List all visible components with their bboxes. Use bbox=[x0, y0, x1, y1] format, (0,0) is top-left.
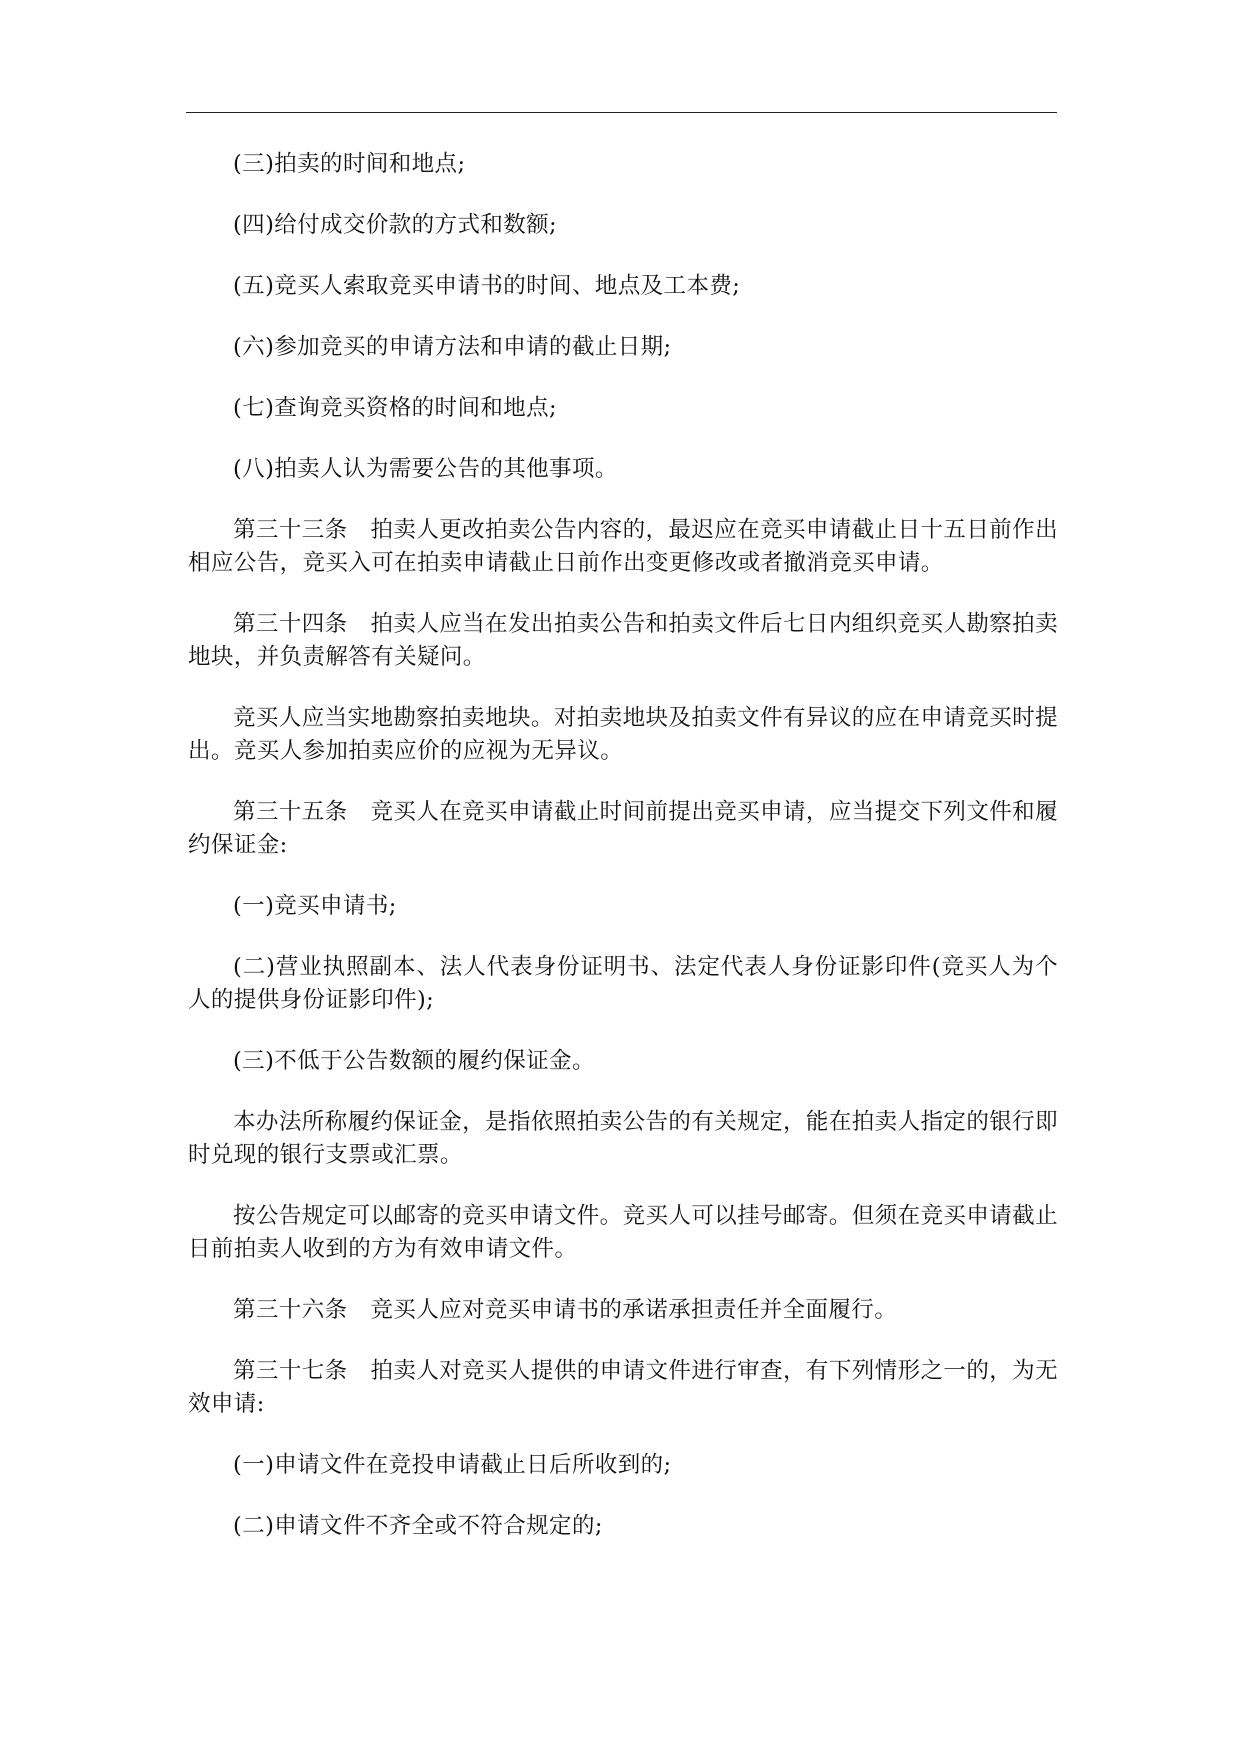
article-35: 第三十五条 竞买人在竞买申请截止时间前提出竞买申请，应当提交下列文件和履约保证金: bbox=[188, 799, 1058, 858]
list-item: (八)拍卖人认为需要公告的其他事项。 bbox=[233, 456, 618, 482]
list-item: (七)查询竞买资格的时间和地点; bbox=[233, 395, 558, 421]
list-item: (五)竞买人索取竞买申请书的时间、地点及工本费; bbox=[233, 273, 741, 299]
article-36: 第三十六条 竞买人应对竞买申请书的承诺承担责任并全面履行。 bbox=[233, 1297, 898, 1323]
header-rule bbox=[186, 112, 1057, 113]
list-item: (一)竞买申请书; bbox=[233, 893, 397, 919]
list-item: (二)申请文件不齐全或不符合规定的; bbox=[233, 1513, 603, 1539]
list-item: (四)给付成交价款的方式和数额; bbox=[233, 212, 558, 238]
document-body bbox=[188, 148, 1058, 1543]
body-paragraph: 本办法所称履约保证金，是指依照拍卖公告的有关规定，能在拍卖人指定的银行即时兑现的银行支票或汇票。 bbox=[188, 1109, 1058, 1168]
list-item: (一)申请文件在竞投申请截止日后所收到的; bbox=[233, 1452, 672, 1478]
body-paragraph: 按公告规定可以邮寄的竞买申请文件。竞买人可以挂号邮寄。但须在竞买申请截止日前拍卖人收到的方为有效申请文件。 bbox=[188, 1203, 1058, 1262]
article-37: 第三十七条 拍卖人对竞买人提供的申请文件进行审查，有下列情形之一的，为无效申请: bbox=[188, 1358, 1058, 1417]
list-item: (三)拍卖的时间和地点; bbox=[233, 151, 466, 177]
article-34: 第三十四条 拍卖人应当在发出拍卖公告和拍卖文件后七日内组织竞买人勘察拍卖地块，并负责解答有关疑问。 bbox=[188, 611, 1058, 670]
list-item: (六)参加竞买的申请方法和申请的截止日期; bbox=[233, 334, 672, 360]
list-item: (二)营业执照副本、法人代表身份证明书、法定代表人身份证影印件(竞买人为个人的提供身份证影印件); bbox=[188, 954, 1058, 1013]
list-item: (三)不低于公告数额的履约保证金。 bbox=[233, 1048, 595, 1074]
article-33: 第三十三条 拍卖人更改拍卖公告内容的，最迟应在竞买申请截止日十五日前作出相应公告，竞买入可在拍卖申请截止日前作出变更修改或者撤消竞买申请。 bbox=[188, 517, 1058, 576]
body-paragraph: 竞买人应当实地勘察拍卖地块。对拍卖地块及拍卖文件有异议的应在申请竞买时提出。竞买人参加拍卖应价的应视为无异议。 bbox=[188, 705, 1058, 764]
